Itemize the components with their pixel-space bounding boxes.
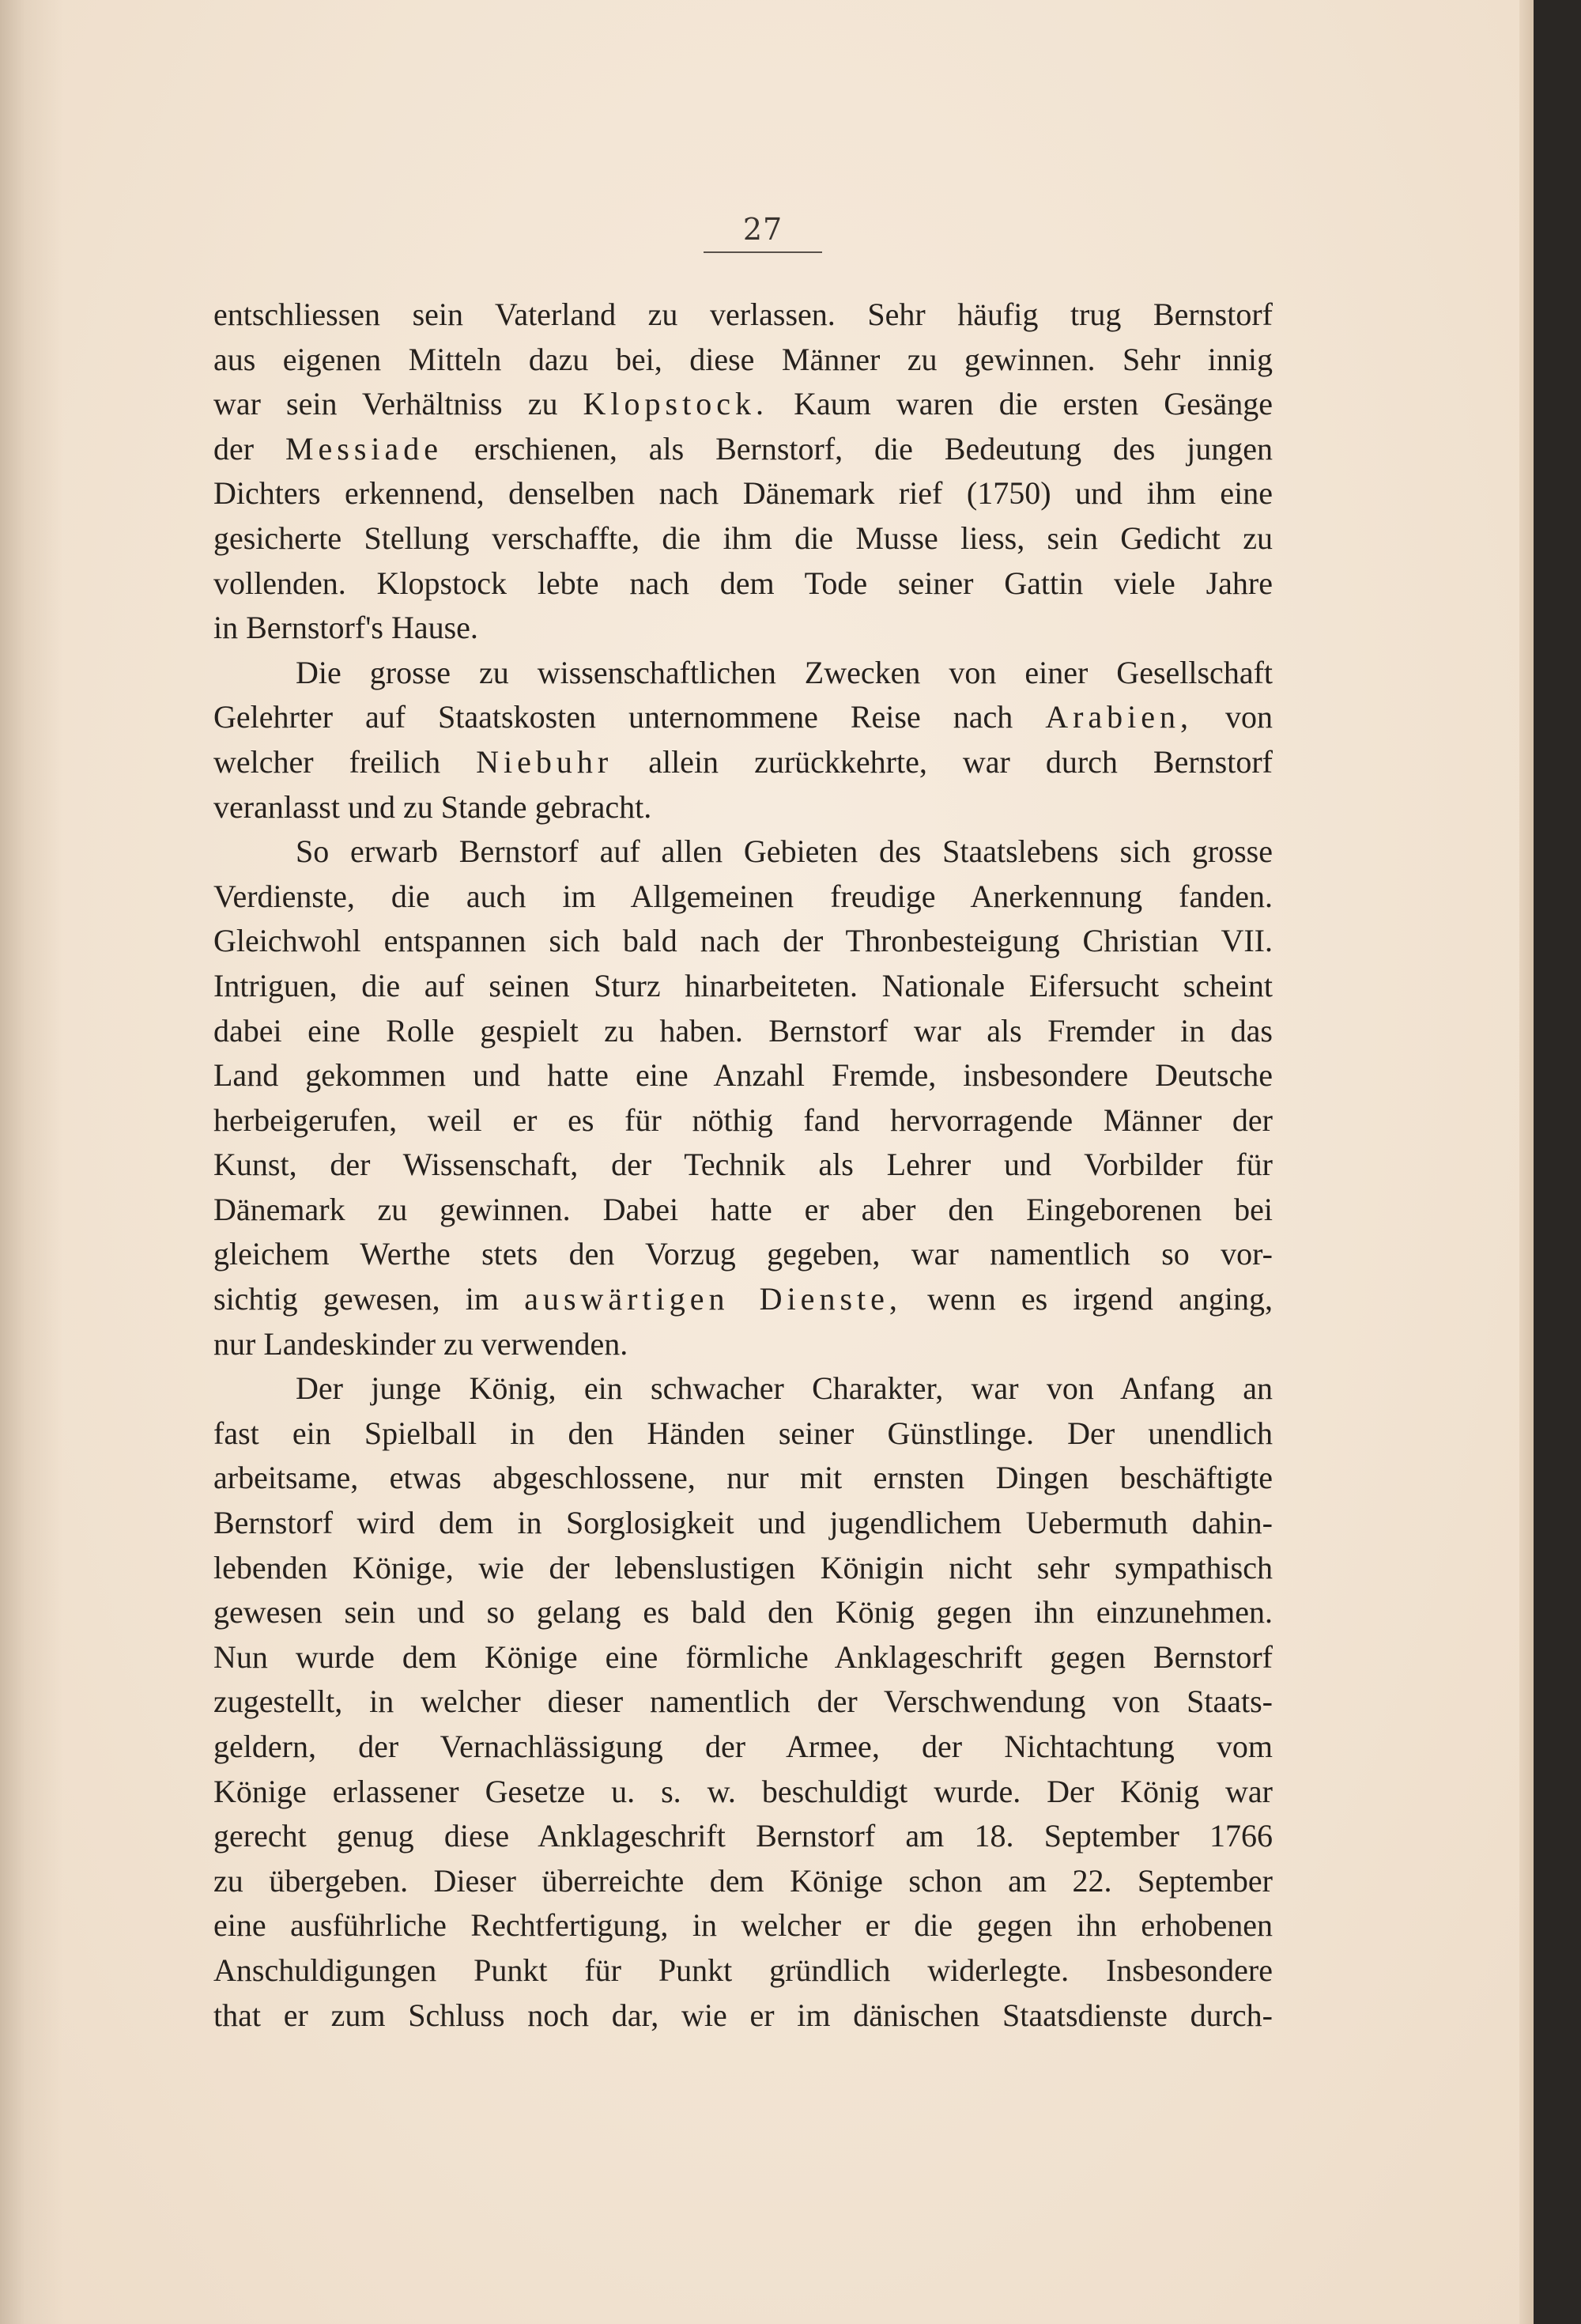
text-line: Dichters erkennend, denselben nach Dänemark rief (1750) und ihm eine xyxy=(213,475,1273,512)
page-number: 27 xyxy=(742,212,783,247)
text-fragment: der xyxy=(213,430,285,467)
text-line: Intriguen, die auf seinen Sturz hinarbeiteten. Nationale Eifersucht scheint xyxy=(213,967,1273,1003)
text-line: Kunst, der Wissenschaft, der Technik als Lehrer und Vorbilder für xyxy=(213,1147,1273,1183)
text-line: gerecht genug diese Anklageschrift Bernstorf am 18. September 1766 xyxy=(213,1818,1273,1854)
text-line: gesicherte Stellung verschaffte, die ihm die Musse liess, sein Gedicht zu xyxy=(213,520,1273,556)
page-gutter-shadow xyxy=(0,0,63,2324)
text-line: gewesen sein und so gelang es bald den König gegen ihn einzunehmen. xyxy=(213,1594,1273,1631)
text-fragment: von xyxy=(1193,699,1273,735)
text-line: fast ein Spielball in den Händen seiner Günstlinge. Der unendlich xyxy=(213,1415,1273,1451)
text-fragment: Kaum waren die ersten Gesänge xyxy=(768,386,1273,422)
text-line: herbeigerufen, weil er es für nöthig fand hervorragende Männer der xyxy=(213,1102,1273,1138)
text-line: dabei eine Rolle gespielt zu haben. Bernstorf war als Fremder in das xyxy=(213,1012,1273,1049)
text-fragment: erschienen, als Bernstorf, die Bedeutung des jungen xyxy=(443,430,1273,467)
text-line: gleichem Werthe stets den Vorzug gegeben, war namentlich so vor- xyxy=(213,1236,1273,1272)
text-line xyxy=(213,695,1273,740)
text-line: Der junge König, ein schwacher Charakter, war von Anfang an xyxy=(296,1370,1273,1407)
text-line: Land gekommen und hatte eine Anzahl Fremde, insbesondere Deutsche xyxy=(213,1057,1273,1094)
page-edge xyxy=(1519,0,1534,2324)
spaced-emphasis: Niebuhr xyxy=(476,743,613,780)
body-text xyxy=(213,293,1273,2038)
text-line: zu übergeben. Dieser überreichte dem Könige schon am 22. September xyxy=(213,1862,1273,1899)
text-line: eine ausführliche Rechtfertigung, in welcher er die gegen ihn erhobenen xyxy=(213,1907,1273,1944)
text-fragment: allein zurückkehrte, war durch Bernstorf xyxy=(613,743,1273,780)
text-fragment: welcher freilich xyxy=(213,743,477,780)
text-line: zugestellt, in welcher dieser namentlich der Verschwendung von Staats- xyxy=(213,1683,1273,1720)
text-line: aus eigenen Mitteln dazu bei, diese Männer zu gewinnen. Sehr innig xyxy=(213,341,1273,377)
text-line: Gleichwohl entspannen sich bald nach der Thronbesteigung Christian VII. xyxy=(213,923,1273,959)
page-number-rule xyxy=(704,251,822,253)
text-line: So erwarb Bernstorf auf allen Gebieten des Staatslebens sich grosse xyxy=(296,833,1273,870)
text-line: geldern, der Vernachlässigung der Armee, der Nichtachtung vom xyxy=(213,1729,1273,1764)
page-header xyxy=(704,212,822,253)
text-line xyxy=(213,1277,1273,1322)
text-line: Bernstorf wird dem in Sorglosigkeit und jugendlichem Uebermuth dahin- xyxy=(213,1505,1273,1541)
text-line xyxy=(213,427,1273,472)
text-fragment: wenn es irgend anging, xyxy=(901,1281,1273,1317)
spaced-emphasis: auswärtigen Dienste, xyxy=(524,1281,902,1317)
spaced-emphasis: Messiade xyxy=(285,430,443,467)
text-line: entschliessen sein Vaterland zu verlassen. Sehr häufig trug Bernstorf xyxy=(213,297,1273,332)
text-line xyxy=(213,740,1273,785)
text-line: Nun wurde dem Könige eine förmliche Anklageschrift gegen Bernstorf xyxy=(213,1638,1273,1675)
text-line xyxy=(213,382,1273,427)
text-line: in Bernstorf's Hause. xyxy=(213,610,478,646)
text-line: Verdienste, die auch im Allgemeinen freudige Anerkennung fanden. xyxy=(213,878,1273,914)
spaced-emphasis: Arabien, xyxy=(1045,699,1194,735)
text-fragment: war sein Verhältniss zu xyxy=(213,386,583,422)
text-line: veranlasst und zu Stande gebracht. xyxy=(213,788,652,825)
text-line: Die grosse zu wissenschaftlichen Zwecken von einer Gesellschaft xyxy=(296,654,1273,690)
text-fragment: sichtig gewesen, im xyxy=(213,1281,525,1317)
text-line: nur Landeskinder zu verwenden. xyxy=(213,1325,628,1362)
text-line: Könige erlassener Gesetze u. s. w. beschuldigt wurde. Der König war xyxy=(213,1773,1273,1809)
text-line: lebenden Könige, wie der lebenslustigen Königin nicht sehr sympathisch xyxy=(213,1549,1273,1585)
text-line: Dänemark zu gewinnen. Dabei hatte er aber den Eingeborenen bei xyxy=(213,1191,1273,1227)
text-line: Anschuldigungen Punkt für Punkt gründlich widerlegte. Insbesondere xyxy=(213,1952,1273,1988)
text-line: arbeitsame, etwas abgeschlossene, nur mit ernsten Dingen beschäftigte xyxy=(213,1460,1273,1496)
text-line: that er zum Schluss noch dar, wie er im dänischen Staatsdienste durch- xyxy=(213,1997,1273,2033)
spaced-emphasis: Klopstock. xyxy=(583,386,768,422)
text-fragment: Gelehrter auf Staatskosten unternommene Reise nach xyxy=(213,699,1046,735)
text-line: vollenden. Klopstock lebte nach dem Tode seiner Gattin viele Jahre xyxy=(213,565,1273,601)
